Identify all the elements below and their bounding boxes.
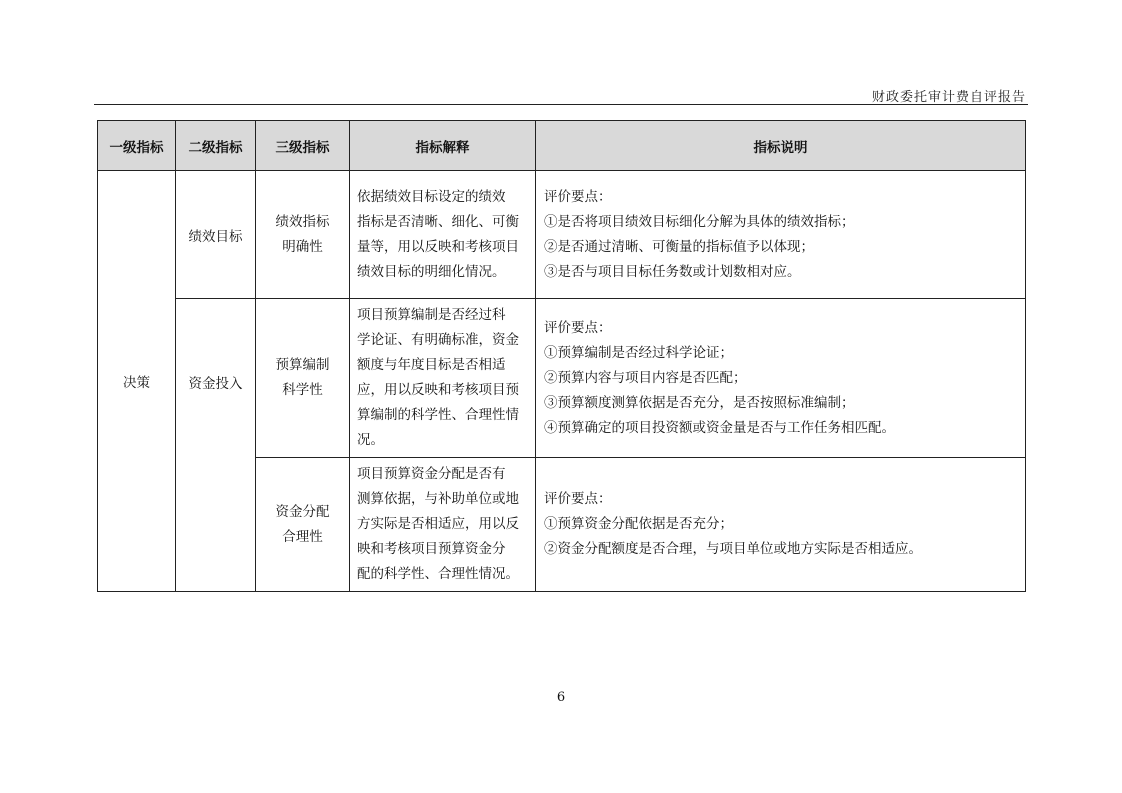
level3-line: 合理性 [282,528,323,545]
header-level2: 二级指标 [176,121,256,171]
level3-line: 预算编制 [275,357,330,373]
description-line: 评价要点： [544,188,612,205]
level3-cell [256,171,350,299]
header-explanation: 指标解释 [350,121,536,171]
table-row [98,299,1026,458]
description-line: 评价要点： [544,491,612,507]
explanation-line: 绩效目标的明细化情况。 [357,263,506,280]
level2-cell: 绩效目标 [176,171,256,299]
level3-line: 明确性 [282,238,323,255]
level3-line: 资金分配 [275,503,330,520]
page-number: 6 [556,690,566,705]
level3-cell [256,458,350,592]
level3-cell [256,299,350,458]
description-line: ①预算资金分配依据是否充分； [544,516,733,532]
explanation-line: 映和考核项目预算资金分 [357,541,506,557]
description-line: ④预算确定的项目投资额或资金量是否与工作任务相匹配。 [544,419,895,436]
explanation-line: 额度与年度目标是否相适 [357,357,506,373]
level2-cell [176,299,256,592]
header-level1: 一级指标 [98,121,176,171]
explanation-cell [350,299,536,458]
description-line: ②是否通过清晰、可衡量的指标值予以体现； [544,238,814,255]
level3-line: 科学性 [282,382,323,398]
header-level3: 三级指标 [256,121,350,171]
description-line: ①是否将项目绩效目标细化分解为具体的绩效指标； [544,213,855,230]
explanation-line: 依据绩效目标设定的绩效 [357,188,506,205]
description-cell [536,171,1026,299]
explanation-line: 况。 [357,432,384,448]
description-line: ③预算额度测算依据是否充分，是否按照标准编制； [544,394,855,411]
description-line: ②资金分配额度是否合理，与项目单位或地方实际是否相适应。 [544,541,922,557]
explanation-line: 配的科学性、合理性情况。 [357,566,519,582]
table-row [98,171,1026,299]
table-header-row [98,121,1026,171]
explanation-line: 算编制的科学性、合理性情 [357,407,519,423]
explanation-line: 项目预算资金分配是否有 [357,466,506,482]
description-line: 评价要点： [544,319,612,336]
description-cell [536,458,1026,592]
explanation-line: 学论证、有明确标准，资金 [357,332,519,348]
description-line: ②预算内容与项目内容是否匹配； [544,369,747,386]
explanation-line: 测算依据，与补助单位或地 [357,491,519,507]
report-header-title: 财政委托审计费自评报告 [871,90,1026,105]
explanation-cell [350,171,536,299]
explanation-cell [350,458,536,592]
level3-line: 绩效指标 [275,213,330,230]
level2-label: 资金投入 [188,376,243,392]
header-description: 指标说明 [536,121,1026,171]
explanation-line: 项目预算编制是否经过科 [357,307,506,323]
explanation-line: 指标是否清晰、细化、可衡 [357,213,519,230]
header-divider [94,104,1028,105]
explanation-line: 应，用以反映和考核项目预 [357,382,519,398]
explanation-line: 方实际是否相适应，用以反 [357,516,519,532]
description-cell [536,299,1026,458]
level1-cell: 决策 [98,171,176,592]
description-line: ③是否与项目目标任务数或计划数相对应。 [544,263,801,280]
explanation-line: 量等，用以反映和考核项目 [357,238,519,255]
indicator-table [97,120,1026,592]
description-line: ①预算编制是否经过科学论证； [544,344,733,361]
